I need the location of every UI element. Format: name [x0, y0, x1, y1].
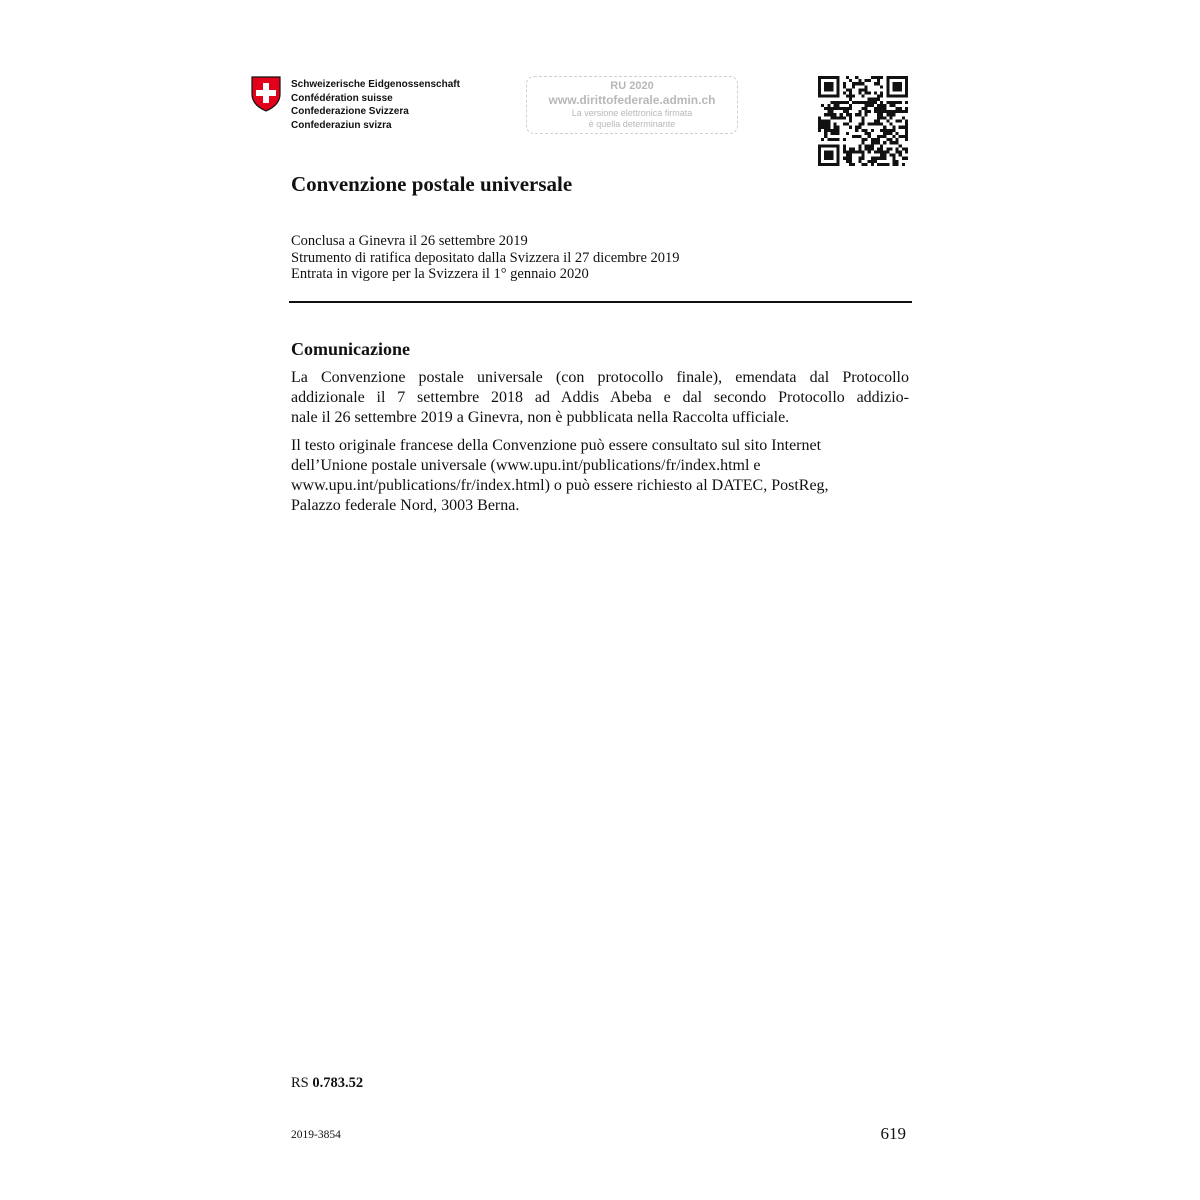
confederation-name-fr: Confédération suisse: [291, 92, 393, 104]
rs-number: 0.783.52: [312, 1075, 364, 1091]
confederation-name-it: Confederazione Svizzera: [291, 106, 409, 117]
stamp-collection: RU 2020: [610, 80, 654, 92]
confederation-name-de: Schweizerische Eidgenossenschaft: [291, 79, 460, 90]
document-id: 2019-3854: [291, 1129, 341, 1141]
section-heading: Comunicazione: [291, 339, 410, 359]
document-meta: [291, 233, 680, 283]
stamp-note-line2: è quella determinante: [588, 119, 676, 129]
confederation-name-rm: Confederaziun svizra: [291, 119, 392, 131]
page-number: 619: [880, 1124, 906, 1143]
rs-prefix: RS: [291, 1075, 309, 1091]
meta-entry-into-force: Entrata in vigore per la Svizzera il 1° gennaio 2020: [291, 266, 589, 282]
qr-code-icon: [818, 76, 908, 166]
electronic-version-stamp: [526, 76, 738, 134]
paragraph-original-text: [291, 436, 909, 516]
meta-ratification: Strumento di ratifica depositato dalla Svizzera il 27 dicembre 2019: [291, 249, 680, 266]
meta-concluded: Conclusa a Ginevra il 26 settembre 2019: [291, 233, 528, 249]
paragraph-communication: [291, 368, 909, 428]
swiss-cross-shield-icon: [250, 76, 282, 112]
paragraph2-line4: Palazzo federale Nord, 3003 Berna.: [291, 497, 520, 514]
paragraph1-line1: La Convenzione postale universale (con protocollo finale), emendata dal Protocollo: [291, 369, 909, 386]
confederation-names: [291, 78, 460, 132]
rs-reference: [291, 1075, 363, 1092]
paragraph2-line2: dell’Unione postale universale (www.upu.int/publications/fr/index.html e: [291, 457, 761, 474]
paragraph1-line2: addizionale il 7 settembre 2018 ad Addis Abeba e dal secondo Protocollo addizio-: [291, 389, 909, 406]
header-divider: [289, 301, 912, 303]
stamp-url: www.dirittofederale.admin.ch: [548, 93, 716, 107]
paragraph1-line3: nale il 26 settembre 2019 a Ginevra, non è pubblicata nella Raccolta ufficiale.: [291, 409, 790, 426]
document-title: Convenzione postale universale: [291, 172, 573, 196]
stamp-note-line1: La versione elettronica firmata: [571, 108, 693, 118]
paragraph2-line1: Il testo originale francese della Convenzione può essere consultato sul sito Internet: [291, 437, 822, 454]
section-body: [291, 368, 909, 524]
paragraph2-line3: www.upu.int/publications/fr/index.html) o può essere richiesto al DATEC, PostReg,: [291, 477, 829, 494]
